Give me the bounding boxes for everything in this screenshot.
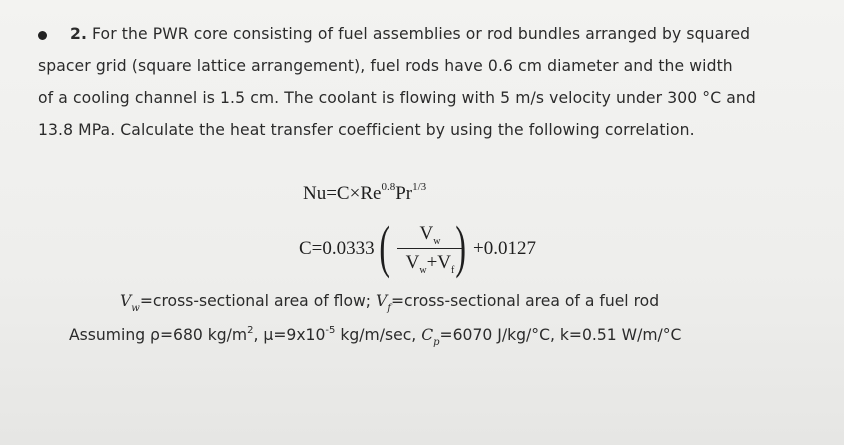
problem-line-4: 13.8 MPa. Calculate the heat transfer coefficient by using the following correlation. bbox=[38, 121, 695, 139]
area-fraction bbox=[397, 223, 463, 275]
vw-sub: w bbox=[131, 303, 140, 314]
viscosity-text: , μ=9x10 bbox=[253, 326, 326, 344]
viscosity-exponent: -5 bbox=[325, 325, 336, 336]
fraction-denominator bbox=[397, 251, 463, 275]
vf-definition: =cross-sectional area of a fuel rod bbox=[390, 292, 660, 310]
problem-text bbox=[38, 18, 828, 146]
problem-line-1 bbox=[38, 18, 828, 50]
nu-lhs: Nu=C×Re bbox=[303, 183, 382, 204]
density-exponent: 2 bbox=[247, 325, 254, 336]
fraction-numerator bbox=[397, 223, 463, 245]
viscosity-unit: kg/m/sec, bbox=[335, 326, 422, 344]
left-paren: ( bbox=[379, 214, 390, 279]
pr-exponent: 1/3 bbox=[412, 181, 427, 193]
num-v: V bbox=[419, 223, 434, 244]
density-text: Assuming ρ=680 kg/m bbox=[69, 326, 248, 344]
cp-k-values: =6070 J/kg/°C, k=0.51 W/m/°C bbox=[439, 326, 682, 344]
den-plus: +V bbox=[426, 252, 452, 273]
right-paren: ) bbox=[455, 214, 466, 279]
problem-line-2: spacer grid (square lattice arrangement), fuel rods have 0.6 cm diameter and the width bbox=[38, 57, 733, 75]
pr-symbol: Pr bbox=[395, 183, 413, 204]
c-lhs: C=0.0333 bbox=[299, 238, 375, 259]
fraction-bar bbox=[397, 248, 463, 249]
num-sub: w bbox=[433, 236, 441, 247]
problem-line-3: of a cooling channel is 1.5 cm. The coolant is flowing with 5 m/s velocity under 300 °C and bbox=[38, 89, 756, 107]
assumptions-line bbox=[69, 325, 681, 348]
problem-line-1-text: For the PWR core consisting of fuel assemblies or rod bundles arranged by squared bbox=[92, 25, 751, 43]
c-constant: +0.0127 bbox=[473, 238, 536, 259]
problem-number: 2. bbox=[70, 25, 87, 43]
vf-symbol: V bbox=[376, 292, 388, 310]
cp-sub: p bbox=[433, 337, 440, 348]
vf-sub: f bbox=[387, 303, 391, 314]
vw-definition: =cross-sectional area of flow; bbox=[139, 292, 372, 310]
den-v1: V bbox=[405, 252, 420, 273]
cp-symbol: C bbox=[421, 326, 434, 344]
den-sub2: f bbox=[451, 265, 455, 276]
nusselt-correlation bbox=[303, 181, 426, 205]
re-exponent: 0.8 bbox=[381, 181, 396, 193]
den-sub1: w bbox=[419, 265, 427, 276]
vw-symbol: V bbox=[120, 292, 132, 310]
area-definitions bbox=[120, 292, 659, 314]
